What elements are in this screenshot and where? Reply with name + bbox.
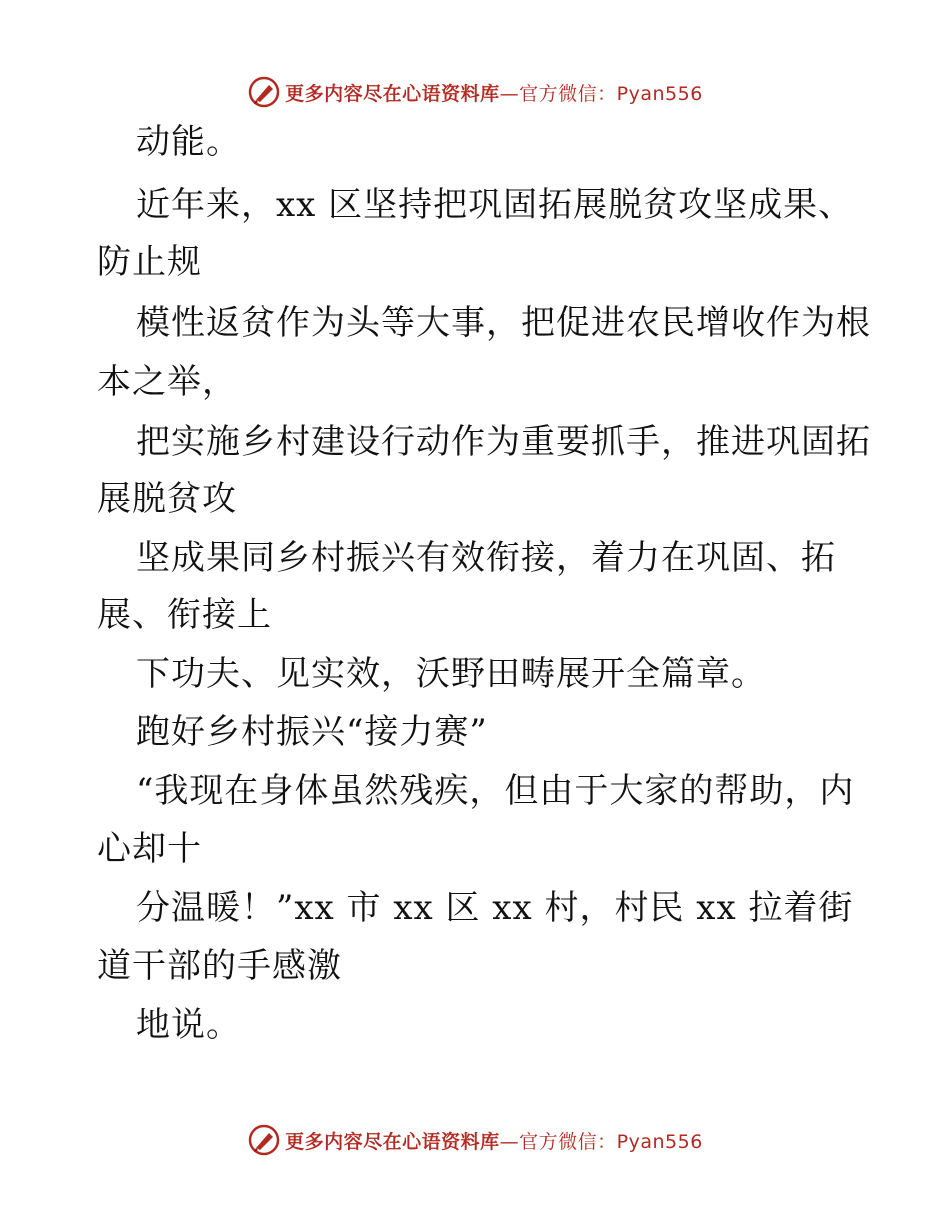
paragraph-line: 展脱贫攻 xyxy=(97,479,237,519)
pen-nib-logo-icon xyxy=(247,75,281,109)
paragraph-line: 近年来，xx 区坚持把巩固拓展脱贫攻坚成果、 xyxy=(136,185,854,225)
paragraph-line: 心却十 xyxy=(97,829,202,869)
watermark-main-text: 更多内容尽在心语资料库 xyxy=(285,82,500,105)
watermark-main-text: 更多内容尽在心语资料库 xyxy=(285,1130,500,1153)
paragraph-line: 防止规 xyxy=(97,242,202,282)
paragraph-line: 把实施乡村建设行动作为重要抓手，推进巩固拓 xyxy=(136,422,871,462)
paragraph-line: 地说。 xyxy=(136,1005,241,1045)
watermark-text xyxy=(285,1127,703,1154)
paragraph-line: 道干部的手感激 xyxy=(97,946,342,986)
paragraph-line: 模性返贫作为头等大事，把促进农民增收作为根 xyxy=(136,303,871,343)
watermark-separator: — xyxy=(499,1130,520,1153)
paragraph-line: 坚成果同乡村振兴有效衔接，着力在巩固、拓 xyxy=(136,538,836,578)
paragraph-line: 分温暖！”xx 市 xx 区 xx 村，村民 xx 拉着街 xyxy=(136,888,854,928)
paragraph-line: 本之举， xyxy=(97,362,237,402)
paragraph-line: 下功夫、见实效，沃野田畴展开全篇章。 xyxy=(136,654,766,694)
watermark-suffix-text: 官方微信：Pyan556 xyxy=(519,1130,703,1153)
watermark-suffix-text: 官方微信：Pyan556 xyxy=(519,82,703,105)
pen-nib-logo-icon xyxy=(247,1123,281,1157)
footer-watermark xyxy=(0,1120,950,1160)
watermark-text xyxy=(285,79,703,106)
paragraph-line: 动能。 xyxy=(136,122,241,162)
paragraph-line: 展、衔接上 xyxy=(97,595,272,635)
paragraph-line: 跑好乡村振兴“接力赛” xyxy=(136,712,488,752)
watermark-separator: — xyxy=(499,82,520,105)
header-watermark xyxy=(0,72,950,112)
paragraph-line: “我现在身体虽然残疾，但由于大家的帮助，内 xyxy=(136,771,855,811)
